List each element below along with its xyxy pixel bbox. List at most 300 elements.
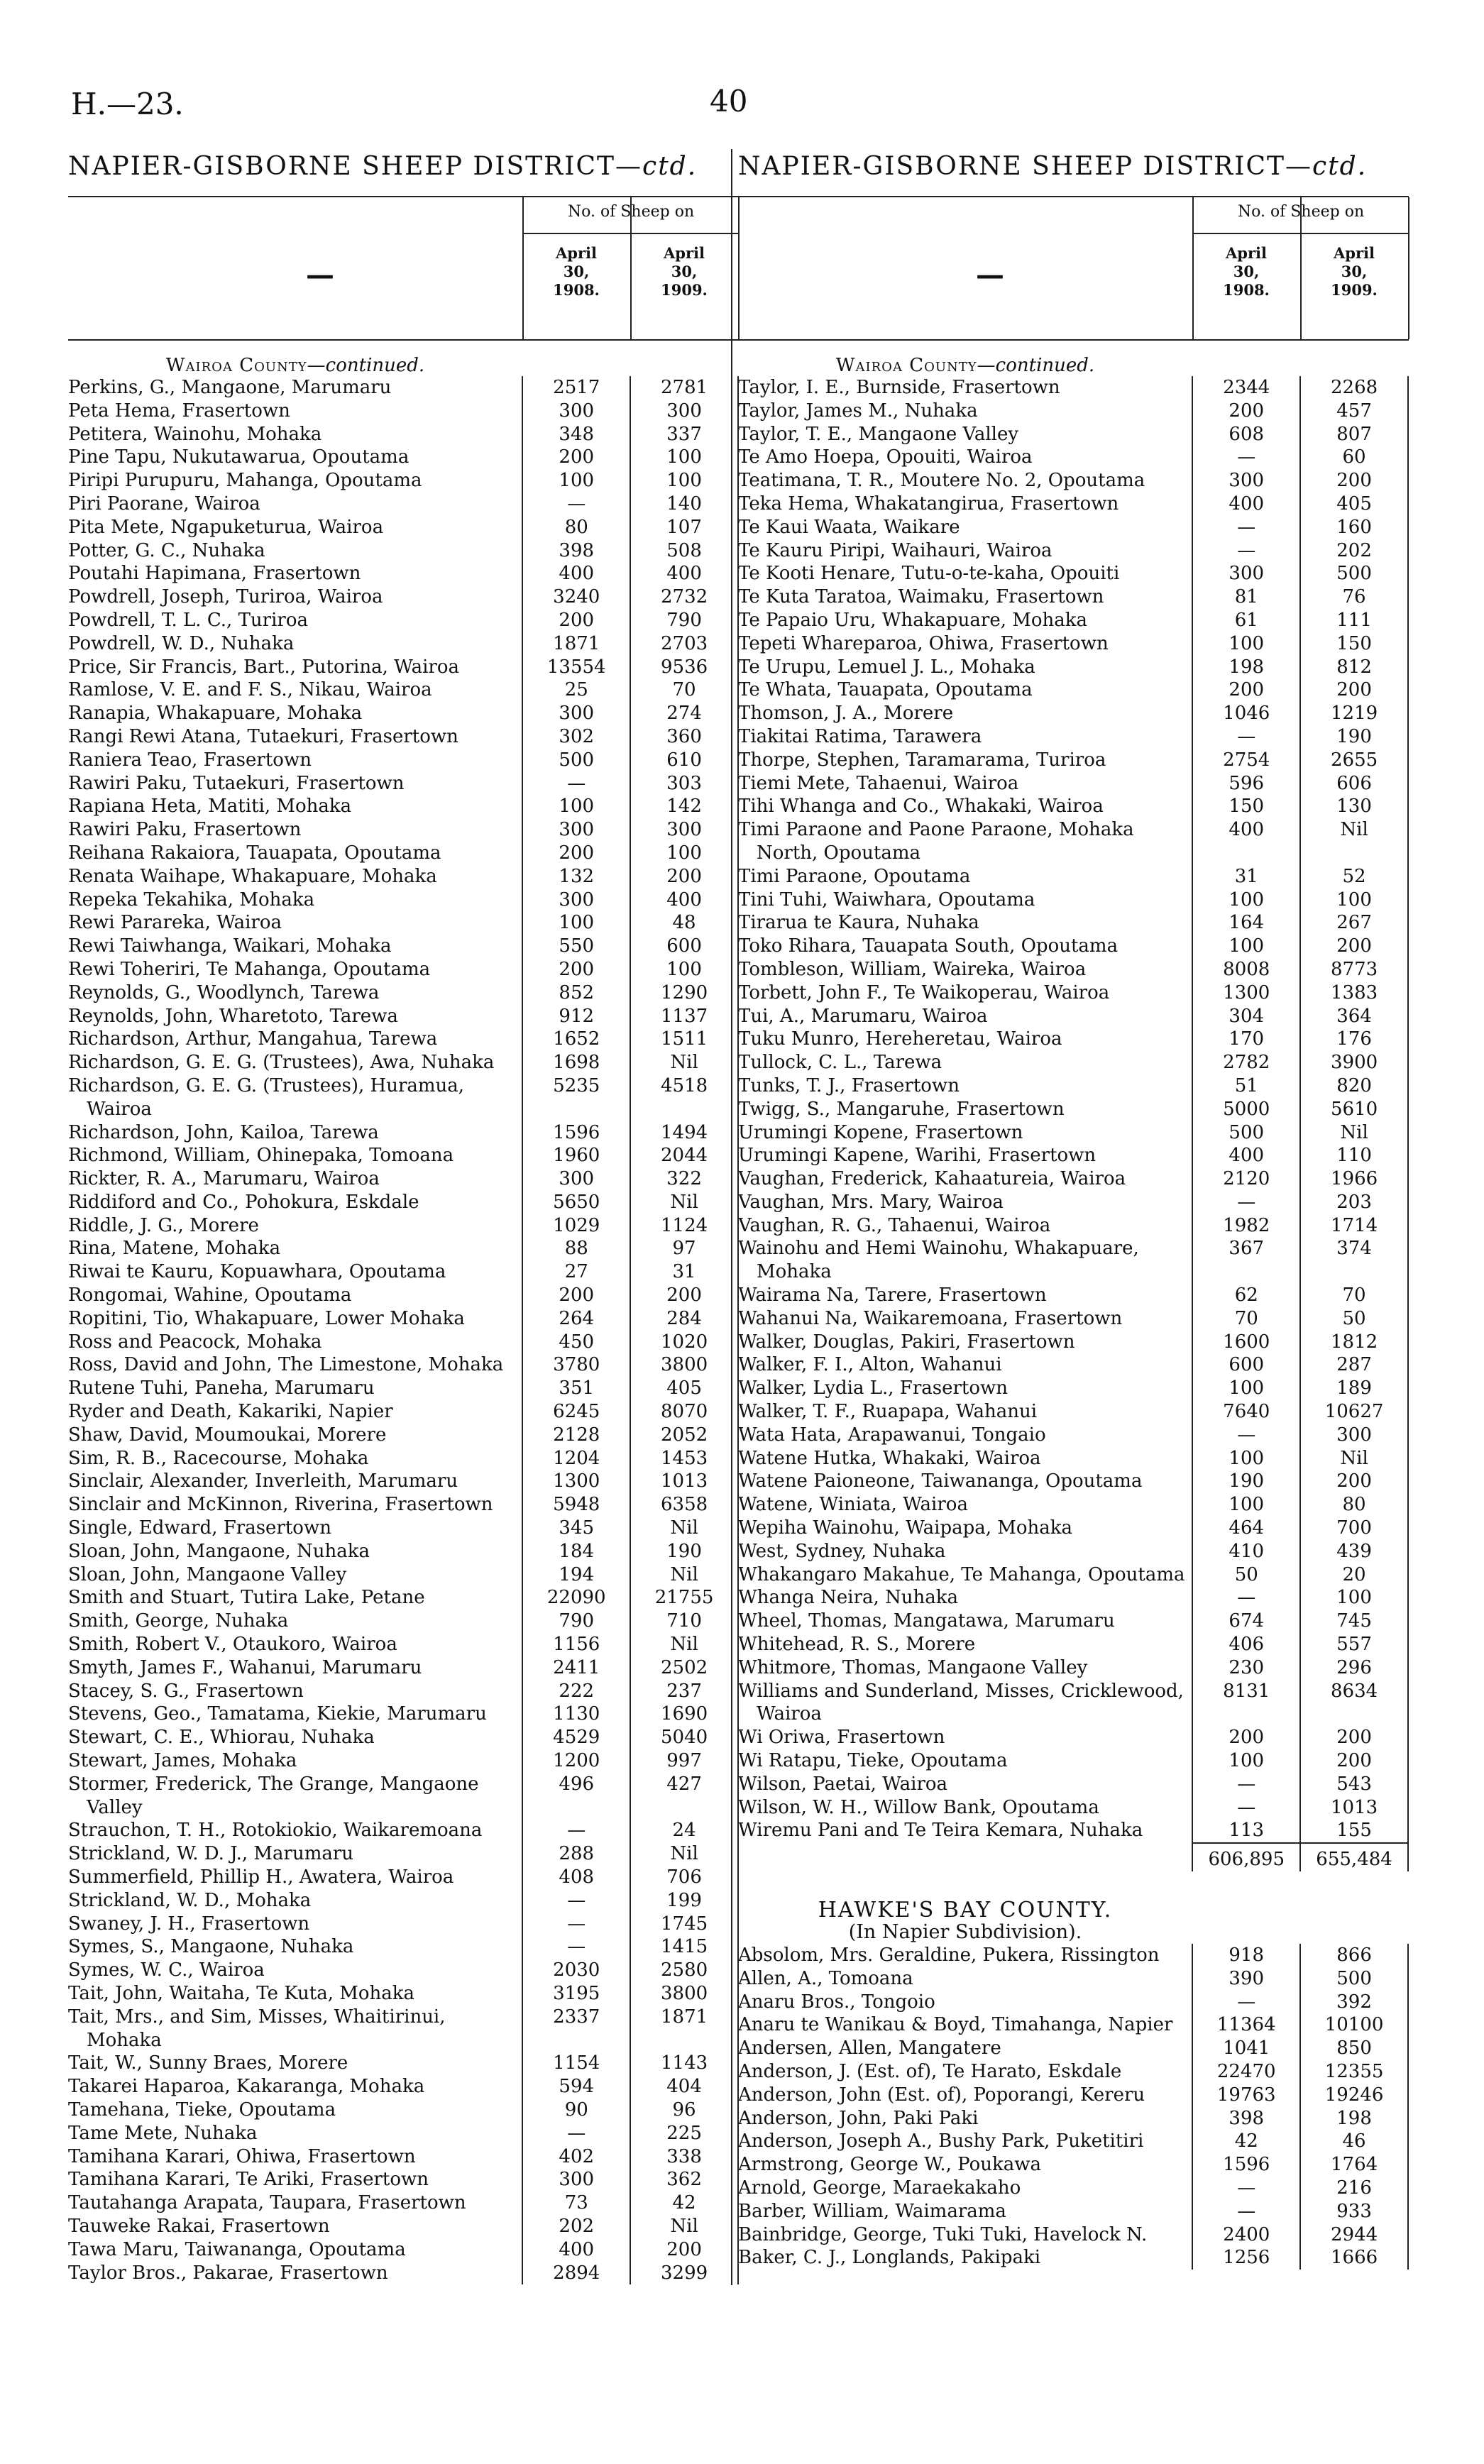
sheep-1908: 2894 bbox=[522, 2262, 631, 2285]
table-row bbox=[68, 2191, 739, 2215]
table-row bbox=[68, 1913, 739, 1936]
table-row bbox=[738, 446, 1409, 469]
row-name: Reynolds, G., Woodlynch, Tarewa bbox=[68, 981, 380, 1003]
sheep-1909: 96 bbox=[631, 2099, 739, 2122]
table-row bbox=[738, 2223, 1409, 2247]
table-row bbox=[738, 1749, 1409, 1773]
sheep-1909: 790 bbox=[631, 609, 739, 632]
sheep-1908: 73 bbox=[522, 2191, 631, 2215]
sheep-1908: 5948 bbox=[522, 1493, 631, 1517]
row-name: Rina, Matene, Mohaka bbox=[68, 1238, 281, 1260]
sheep-1909: 1511 bbox=[631, 1028, 739, 1051]
sheep-1908: 13554 bbox=[522, 656, 631, 679]
table-row bbox=[68, 2215, 739, 2238]
row-name: Te Whata, Tauapata, Opoutama bbox=[738, 679, 1033, 701]
row-name: Pine Tapu, Nukutawarua, Opoutama bbox=[68, 446, 410, 468]
row-name: Stormer, Frederick, The Grange, Mangaone Valley bbox=[68, 1773, 479, 1818]
sheep-1908: 2120 bbox=[1192, 1167, 1301, 1191]
sheep-1909: 303 bbox=[631, 772, 739, 796]
row-name: Sinclair and McKinnon, Riverina, Frasertown bbox=[68, 1494, 493, 1516]
table-title-suffix: ctd. bbox=[1312, 152, 1368, 181]
sheep-1909: 8634 bbox=[1301, 1680, 1409, 1727]
sheep-1909: 745 bbox=[1301, 1610, 1409, 1633]
table-row bbox=[738, 1726, 1409, 1749]
row-name: Andersen, Allen, Mangatere bbox=[738, 2037, 1001, 2059]
sheep-1909: Nil bbox=[631, 1517, 739, 1540]
row-name: Wahanui Na, Waikaremoana, Frasertown bbox=[738, 1307, 1123, 1329]
row-name: Anderson, J. (Est. of), Te Harato, Eskdale bbox=[738, 2060, 1122, 2082]
row-name: Twigg, S., Mangaruhe, Frasertown bbox=[738, 1098, 1065, 1120]
row-name: Wilson, Paetai, Wairoa bbox=[738, 1773, 948, 1795]
row-name: Repeka Tekahika, Mohaka bbox=[68, 889, 315, 911]
sheep-1908: 31 bbox=[1192, 865, 1301, 889]
sheep-1909: 46 bbox=[1301, 2130, 1409, 2153]
row-name: Wiremu Pani and Te Teira Kemara, Nuhaka bbox=[738, 1820, 1143, 1842]
sheep-1909: 2268 bbox=[1301, 376, 1409, 400]
sheep-1908: 22090 bbox=[522, 1586, 631, 1610]
table-row bbox=[68, 2122, 739, 2145]
table-row bbox=[738, 609, 1409, 632]
sheep-1908: 81 bbox=[1192, 585, 1301, 609]
row-name: Stewart, James, Mohaka bbox=[68, 1750, 297, 1772]
row-name: Tui, A., Marumaru, Wairoa bbox=[738, 1005, 988, 1027]
table-row bbox=[68, 1866, 739, 1889]
table-row bbox=[68, 609, 739, 632]
table-row bbox=[68, 493, 739, 516]
sheep-1908: 2754 bbox=[1192, 749, 1301, 772]
table-header-right bbox=[738, 196, 1409, 341]
table-row bbox=[738, 1028, 1409, 1051]
sheep-1909: 296 bbox=[1301, 1656, 1409, 1680]
table-row bbox=[738, 1424, 1409, 1447]
row-name: Richardson, Arthur, Mangahua, Tarewa bbox=[68, 1028, 438, 1050]
sheep-1909: 97 bbox=[631, 1237, 739, 1260]
table-row bbox=[68, 1167, 739, 1191]
row-name: Strickland, W. D., Mohaka bbox=[68, 1889, 312, 1911]
row-name: Tamihana Karari, Te Ariki, Frasertown bbox=[68, 2169, 429, 2191]
row-name: Wilson, W. H., Willow Bank, Opoutama bbox=[738, 1796, 1099, 1818]
row-name: Rongomai, Wahine, Opoutama bbox=[68, 1285, 352, 1307]
table-row bbox=[738, 1610, 1409, 1633]
sheep-1909: 267 bbox=[1301, 911, 1409, 935]
sheep-1909: 200 bbox=[1301, 1749, 1409, 1773]
table-row bbox=[738, 1074, 1409, 1098]
header-rule bbox=[1192, 233, 1409, 234]
sheep-1908: 5000 bbox=[1192, 1098, 1301, 1121]
row-name: Rangi Rewi Atana, Tutaekuri, Frasertown bbox=[68, 725, 458, 747]
sheep-1909: Nil bbox=[631, 2215, 739, 2238]
sheep-1909: 508 bbox=[631, 539, 739, 563]
table-row bbox=[738, 1967, 1409, 1991]
sheep-1908: 222 bbox=[522, 1680, 631, 1703]
sheep-1908: 1982 bbox=[1192, 1214, 1301, 1238]
sheep-1909: 24 bbox=[631, 1819, 739, 1842]
sheep-1909: 1666 bbox=[1301, 2246, 1409, 2270]
sheep-1908: 288 bbox=[522, 1842, 631, 1866]
table-row bbox=[68, 2168, 739, 2191]
row-name: Peta Hema, Frasertown bbox=[68, 400, 290, 422]
row-name: Urumingi Kopene, Frasertown bbox=[738, 1121, 1023, 1143]
row-name: Riddle, J. G., Morere bbox=[68, 1214, 259, 1236]
sheep-1908: 1300 bbox=[522, 1470, 631, 1493]
row-name: Ropitini, Tio, Whakapuare, Lower Mohaka bbox=[68, 1307, 465, 1329]
table-row bbox=[738, 1563, 1409, 1587]
row-name: Richmond, William, Ohinepaka, Tomoana bbox=[68, 1145, 454, 1167]
row-name: Richardson, John, Kailoa, Tarewa bbox=[68, 1121, 379, 1143]
table-row bbox=[738, 889, 1409, 912]
sheep-1909: 70 bbox=[1301, 1284, 1409, 1307]
sheep-1909: 10627 bbox=[1301, 1400, 1409, 1424]
row-name: Stacey, S. G., Frasertown bbox=[68, 1680, 304, 1702]
sheep-1909: 5610 bbox=[1301, 1098, 1409, 1121]
row-name: Baker, C. J., Longlands, Pakipaki bbox=[738, 2247, 1041, 2269]
sheep-1908: 2400 bbox=[1192, 2223, 1301, 2247]
row-name: Pita Mete, Ngapuketurua, Wairoa bbox=[68, 516, 384, 538]
table-row bbox=[738, 1680, 1409, 1727]
sheep-1909: 202 bbox=[1301, 539, 1409, 563]
table-row bbox=[68, 818, 739, 842]
sheep-1909: 189 bbox=[1301, 1377, 1409, 1400]
sheep-1908: 1600 bbox=[1192, 1331, 1301, 1354]
sheep-1909: 933 bbox=[1301, 2200, 1409, 2223]
sheep-1909: 80 bbox=[1301, 1493, 1409, 1517]
sheep-1908: 170 bbox=[1192, 1028, 1301, 1051]
row-name: Stevens, Geo., Tamatama, Kiekie, Marumaru bbox=[68, 1703, 487, 1725]
sheep-1908: — bbox=[1192, 725, 1301, 749]
header-date-1908: April 30, 1908. bbox=[553, 244, 600, 299]
row-name: Anderson, John, Paki Paki bbox=[738, 2107, 979, 2129]
row-name: Summerfield, Phillip H., Awatera, Wairoa bbox=[68, 1866, 454, 1888]
table-row bbox=[68, 935, 739, 958]
sheep-1909: 1494 bbox=[631, 1121, 739, 1145]
table-row bbox=[738, 1121, 1409, 1145]
table-row bbox=[68, 562, 739, 585]
table-row bbox=[68, 1610, 739, 1633]
sheep-1909: 31 bbox=[631, 1260, 739, 1284]
table-row bbox=[738, 400, 1409, 423]
sheep-1908: 19763 bbox=[1192, 2084, 1301, 2107]
header-date-1908: April 30, 1908. bbox=[1223, 244, 1270, 299]
row-name: Price, Sir Francis, Bart., Putorina, Wairoa bbox=[68, 656, 460, 678]
table-row bbox=[68, 2075, 739, 2099]
row-name: Te Papaio Uru, Whakapuare, Mohaka bbox=[738, 609, 1088, 631]
row-name: Ross, David and John, The Limestone, Mohaka bbox=[68, 1354, 504, 1376]
sheep-1908: 184 bbox=[522, 1540, 631, 1563]
sheep-1908: 406 bbox=[1192, 1633, 1301, 1656]
table-row bbox=[68, 400, 739, 423]
table-row bbox=[738, 1773, 1409, 1796]
row-name: Te Kooti Henare, Tutu-o-te-kaha, Opouiti bbox=[738, 563, 1120, 585]
sheep-1908: 450 bbox=[522, 1331, 631, 1354]
sheep-1909: 76 bbox=[1301, 585, 1409, 609]
sheep-1908: 8008 bbox=[1192, 958, 1301, 981]
row-name: Ranapia, Whakapuare, Mohaka bbox=[68, 703, 363, 725]
row-name: Tamehana, Tieke, Opoutama bbox=[68, 2099, 336, 2121]
sheep-1908: 100 bbox=[1192, 1493, 1301, 1517]
table-row bbox=[68, 1959, 739, 1982]
table-row bbox=[738, 2060, 1409, 2084]
row-name: Riddiford and Co., Pohokura, Eskdale bbox=[68, 1191, 419, 1213]
table-row bbox=[738, 725, 1409, 749]
sheep-1908: 88 bbox=[522, 1237, 631, 1260]
row-name: Richardson, G. E. G. (Trustees), Awa, Nuhaka bbox=[68, 1052, 495, 1074]
sheep-1909: 3800 bbox=[631, 1982, 739, 2006]
sheep-1908: 1871 bbox=[522, 632, 631, 656]
table-row bbox=[738, 2200, 1409, 2223]
county-continued: —continued. bbox=[307, 355, 425, 376]
sheep-1909: 48 bbox=[631, 911, 739, 935]
sheep-1909: 710 bbox=[631, 1610, 739, 1633]
row-name: Armstrong, George W., Poukawa bbox=[738, 2154, 1042, 2176]
row-name: Reihana Rakaiora, Tauapata, Opoutama bbox=[68, 842, 441, 864]
row-name: Takarei Haparoa, Kakaranga, Mohaka bbox=[68, 2076, 425, 2098]
sheep-1909: 362 bbox=[631, 2168, 739, 2191]
table-row bbox=[738, 1377, 1409, 1400]
total-1909: 655,484 bbox=[1301, 1842, 1409, 1871]
sheep-1909: 2944 bbox=[1301, 2223, 1409, 2247]
table-row bbox=[738, 772, 1409, 796]
sheep-1909: 12355 bbox=[1301, 2060, 1409, 2084]
total-row bbox=[738, 1842, 1409, 1871]
sheep-1908: 398 bbox=[1192, 2107, 1301, 2130]
table-row bbox=[68, 539, 739, 563]
sheep-1908: — bbox=[1192, 2177, 1301, 2200]
sheep-1909: 198 bbox=[1301, 2107, 1409, 2130]
row-name: Rewi Toheriri, Te Mahanga, Opoutama bbox=[68, 958, 431, 980]
sheep-1908: 300 bbox=[522, 818, 631, 842]
table-row bbox=[68, 376, 739, 400]
table-row bbox=[738, 1353, 1409, 1377]
sheep-1909: 42 bbox=[631, 2191, 739, 2215]
table-row bbox=[738, 2013, 1409, 2037]
sheep-1909: 812 bbox=[1301, 656, 1409, 679]
column-divider bbox=[731, 149, 732, 2285]
sheep-1909: 1690 bbox=[631, 1703, 739, 1726]
sheep-1908: 2517 bbox=[522, 376, 631, 400]
row-name: Wheel, Thomas, Mangatawa, Marumaru bbox=[738, 1610, 1115, 1632]
sheep-1909: 2703 bbox=[631, 632, 739, 656]
sheep-1908: 1041 bbox=[1192, 2037, 1301, 2060]
row-name: Perkins, G., Mangaone, Marumaru bbox=[68, 377, 392, 398]
sheep-1908: 2782 bbox=[1192, 1051, 1301, 1074]
row-name: Wepiha Wainohu, Waipapa, Mohaka bbox=[738, 1517, 1073, 1539]
table-row bbox=[738, 795, 1409, 818]
table-row bbox=[68, 1447, 739, 1470]
sheep-1908: 600 bbox=[1192, 1353, 1301, 1377]
table-row bbox=[68, 1540, 739, 1563]
sheep-1909: 1871 bbox=[631, 2006, 739, 2052]
sheep-1908: 408 bbox=[522, 1866, 631, 1889]
sheep-1909: 142 bbox=[631, 795, 739, 818]
table-row bbox=[68, 1656, 739, 1680]
sheep-1909: 8773 bbox=[1301, 958, 1409, 981]
table-row bbox=[68, 1470, 739, 1493]
sheep-1908: 2030 bbox=[522, 1959, 631, 1982]
sheep-1908: 1652 bbox=[522, 1028, 631, 1051]
row-name: Taylor, T. E., Mangaone Valley bbox=[738, 423, 1019, 445]
row-name: Renata Waihape, Whakapuare, Mohaka bbox=[68, 865, 437, 887]
row-name: Taylor, I. E., Burnside, Frasertown bbox=[738, 377, 1060, 398]
sheep-1908: 25 bbox=[522, 678, 631, 702]
table-row bbox=[738, 2107, 1409, 2130]
hawkes-bay-table-body bbox=[738, 1944, 1409, 2270]
county-name: Wairoa County bbox=[165, 355, 307, 376]
sheep-1908: 150 bbox=[1192, 795, 1301, 818]
sheep-1909: Nil bbox=[1301, 1447, 1409, 1470]
sheep-1909: 405 bbox=[1301, 493, 1409, 516]
sheep-1908: 2344 bbox=[1192, 376, 1301, 400]
row-name: Williams and Sunderland, Misses, Cricklewood, Wairoa bbox=[738, 1680, 1184, 1725]
sheep-1908: 27 bbox=[522, 1260, 631, 1284]
sheep-1908: 200 bbox=[522, 958, 631, 981]
sheep-1909: 2580 bbox=[631, 1959, 739, 1982]
table-row bbox=[68, 1842, 739, 1866]
table-row bbox=[738, 376, 1409, 400]
row-name: Rewi Parareka, Wairoa bbox=[68, 912, 282, 934]
table-row bbox=[68, 1074, 739, 1121]
row-name: Potter, G. C., Nuhaka bbox=[68, 539, 265, 561]
sheep-1908: 596 bbox=[1192, 772, 1301, 796]
sheep-1908: 3240 bbox=[522, 585, 631, 609]
row-name: Te Amo Hoepa, Opouiti, Wairoa bbox=[738, 446, 1033, 468]
row-name: Richardson, G. E. G. (Trustees), Huramua, Wairoa bbox=[68, 1074, 465, 1120]
row-name: Wainohu and Hemi Wainohu, Whakapuare, Mohaka bbox=[738, 1238, 1139, 1283]
sheep-1908: — bbox=[522, 2122, 631, 2145]
table-row bbox=[68, 702, 739, 725]
row-name: Tini Tuhi, Waiwhara, Opoutama bbox=[738, 889, 1035, 911]
table-title-text: NAPIER-GISBORNE SHEEP DISTRICT— bbox=[738, 152, 1313, 181]
sheep-1908: 100 bbox=[1192, 935, 1301, 958]
sheep-1908: 100 bbox=[1192, 1749, 1301, 1773]
sheep-1908: 1046 bbox=[1192, 702, 1301, 725]
header-sheep-on: No. of Sheep on bbox=[1237, 203, 1365, 221]
row-name: Watene Paioneone, Taiwananga, Opoutama bbox=[738, 1470, 1143, 1492]
sheep-1908: 202 bbox=[522, 2215, 631, 2238]
sheep-1908: 300 bbox=[522, 889, 631, 912]
row-name: West, Sydney, Nuhaka bbox=[738, 1540, 946, 1562]
row-name: Rawiri Paku, Tutaekuri, Frasertown bbox=[68, 772, 405, 794]
row-name: Te Kuta Taratoa, Waimaku, Frasertown bbox=[738, 586, 1104, 608]
sheep-1909: 190 bbox=[631, 1540, 739, 1563]
table-row bbox=[738, 1540, 1409, 1563]
sheep-1909: Nil bbox=[631, 1563, 739, 1587]
sheep-1908: — bbox=[1192, 1424, 1301, 1447]
row-name: Tame Mete, Nuhaka bbox=[68, 2122, 258, 2144]
row-name: Te Kaui Waata, Waikare bbox=[738, 516, 960, 538]
sheep-1909: 150 bbox=[1301, 632, 1409, 656]
row-name: Tombleson, William, Waireka, Wairoa bbox=[738, 958, 1087, 980]
row-name: Tuku Munro, Hereheretau, Wairoa bbox=[738, 1028, 1062, 1050]
sheep-1909: 5040 bbox=[631, 1726, 739, 1749]
sheep-1908: 500 bbox=[1192, 1121, 1301, 1145]
sheep-1908: 8131 bbox=[1192, 1680, 1301, 1727]
sheep-1909: 155 bbox=[1301, 1819, 1409, 1842]
sheep-1909: 997 bbox=[631, 1749, 739, 1773]
sheep-1909: 1290 bbox=[631, 981, 739, 1005]
row-name: Vaughan, Mrs. Mary, Wairoa bbox=[738, 1191, 1004, 1213]
sheep-1908: 367 bbox=[1192, 1237, 1301, 1284]
row-name: Walker, Lydia L., Frasertown bbox=[738, 1377, 1008, 1399]
row-name: Petitera, Wainohu, Mohaka bbox=[68, 423, 322, 445]
table-row bbox=[68, 1400, 739, 1424]
sheep-1908: 3195 bbox=[522, 1982, 631, 2006]
table-row bbox=[738, 516, 1409, 539]
row-name: Strickland, W. D. J., Marumaru bbox=[68, 1843, 354, 1865]
sheep-1909: 374 bbox=[1301, 1237, 1409, 1284]
row-name: Ross and Peacock, Mohaka bbox=[68, 1331, 322, 1353]
row-name: Walker, T. F., Ruapapa, Wahanui bbox=[738, 1401, 1038, 1423]
row-name: Sinclair, Alexander, Inverleith, Marumaru bbox=[68, 1470, 458, 1492]
table-row bbox=[68, 1191, 739, 1214]
table-row bbox=[738, 1400, 1409, 1424]
row-name: Timi Paraone, Opoutama bbox=[738, 865, 971, 887]
table-row bbox=[68, 1214, 739, 1238]
sheep-1908: — bbox=[522, 1935, 631, 1959]
table-row bbox=[738, 585, 1409, 609]
row-name: Sim, R. B., Racecourse, Mohaka bbox=[68, 1447, 369, 1469]
table-row bbox=[738, 423, 1409, 446]
row-name: Timi Paraone and Paone Paraone, Mohaka North, Opoutama bbox=[738, 819, 1134, 864]
sheep-1908: 1204 bbox=[522, 1447, 631, 1470]
sheep-1909: 199 bbox=[631, 1889, 739, 1913]
sheep-1908: 5235 bbox=[522, 1074, 631, 1121]
sheep-1908: 1200 bbox=[522, 1749, 631, 1773]
table-row bbox=[68, 469, 739, 493]
table-header-left bbox=[68, 196, 739, 341]
row-name: Tamihana Karari, Ohiwa, Frasertown bbox=[68, 2145, 416, 2167]
sheep-1908: 496 bbox=[522, 1773, 631, 1820]
hawkes-bay-heading: HAWKE'S BAY COUNTY. bbox=[818, 1898, 1113, 1923]
table-row bbox=[68, 1726, 739, 1749]
sheep-1908: — bbox=[1192, 1796, 1301, 1820]
sheep-1908: 100 bbox=[1192, 632, 1301, 656]
sheep-1909: 500 bbox=[1301, 562, 1409, 585]
table-row bbox=[68, 446, 739, 469]
table-row bbox=[738, 1796, 1409, 1820]
row-name: Anderson, John (Est. of), Poporangi, Kereru bbox=[738, 2084, 1145, 2106]
table-row bbox=[68, 1703, 739, 1726]
sheep-1908: 22470 bbox=[1192, 2060, 1301, 2084]
row-name: Smyth, James F., Wahanui, Marumaru bbox=[68, 1656, 422, 1678]
table-row bbox=[68, 1028, 739, 1051]
right-table-body bbox=[738, 376, 1409, 1842]
sheep-1908: — bbox=[522, 493, 631, 516]
sheep-1908: — bbox=[1192, 2200, 1301, 2223]
table-row bbox=[738, 1493, 1409, 1517]
sheep-1908: 5650 bbox=[522, 1191, 631, 1214]
table-row bbox=[68, 772, 739, 796]
sheep-1909: 237 bbox=[631, 1680, 739, 1703]
sheep-1909: 807 bbox=[1301, 423, 1409, 446]
sheep-1909: 543 bbox=[1301, 1773, 1409, 1796]
sheep-1909: 300 bbox=[1301, 1424, 1409, 1447]
sheep-1909: 200 bbox=[631, 2238, 739, 2262]
row-name: Piripi Purupuru, Mahanga, Opoutama bbox=[68, 470, 422, 492]
table-row bbox=[68, 1353, 739, 1377]
sheep-1909: 300 bbox=[631, 400, 739, 423]
sheep-1908: 402 bbox=[522, 2145, 631, 2169]
row-name: Wi Ratapu, Tieke, Opoutama bbox=[738, 1750, 1008, 1772]
table-title-suffix: ctd. bbox=[642, 152, 698, 181]
table-row bbox=[68, 1586, 739, 1610]
table-row bbox=[68, 1749, 739, 1773]
table-row bbox=[68, 1889, 739, 1913]
table-row bbox=[738, 1944, 1409, 1967]
sheep-1908: 500 bbox=[522, 749, 631, 772]
sheep-1909: 203 bbox=[1301, 1191, 1409, 1214]
sheep-1908: 200 bbox=[1192, 400, 1301, 423]
sheep-1908: 200 bbox=[522, 609, 631, 632]
